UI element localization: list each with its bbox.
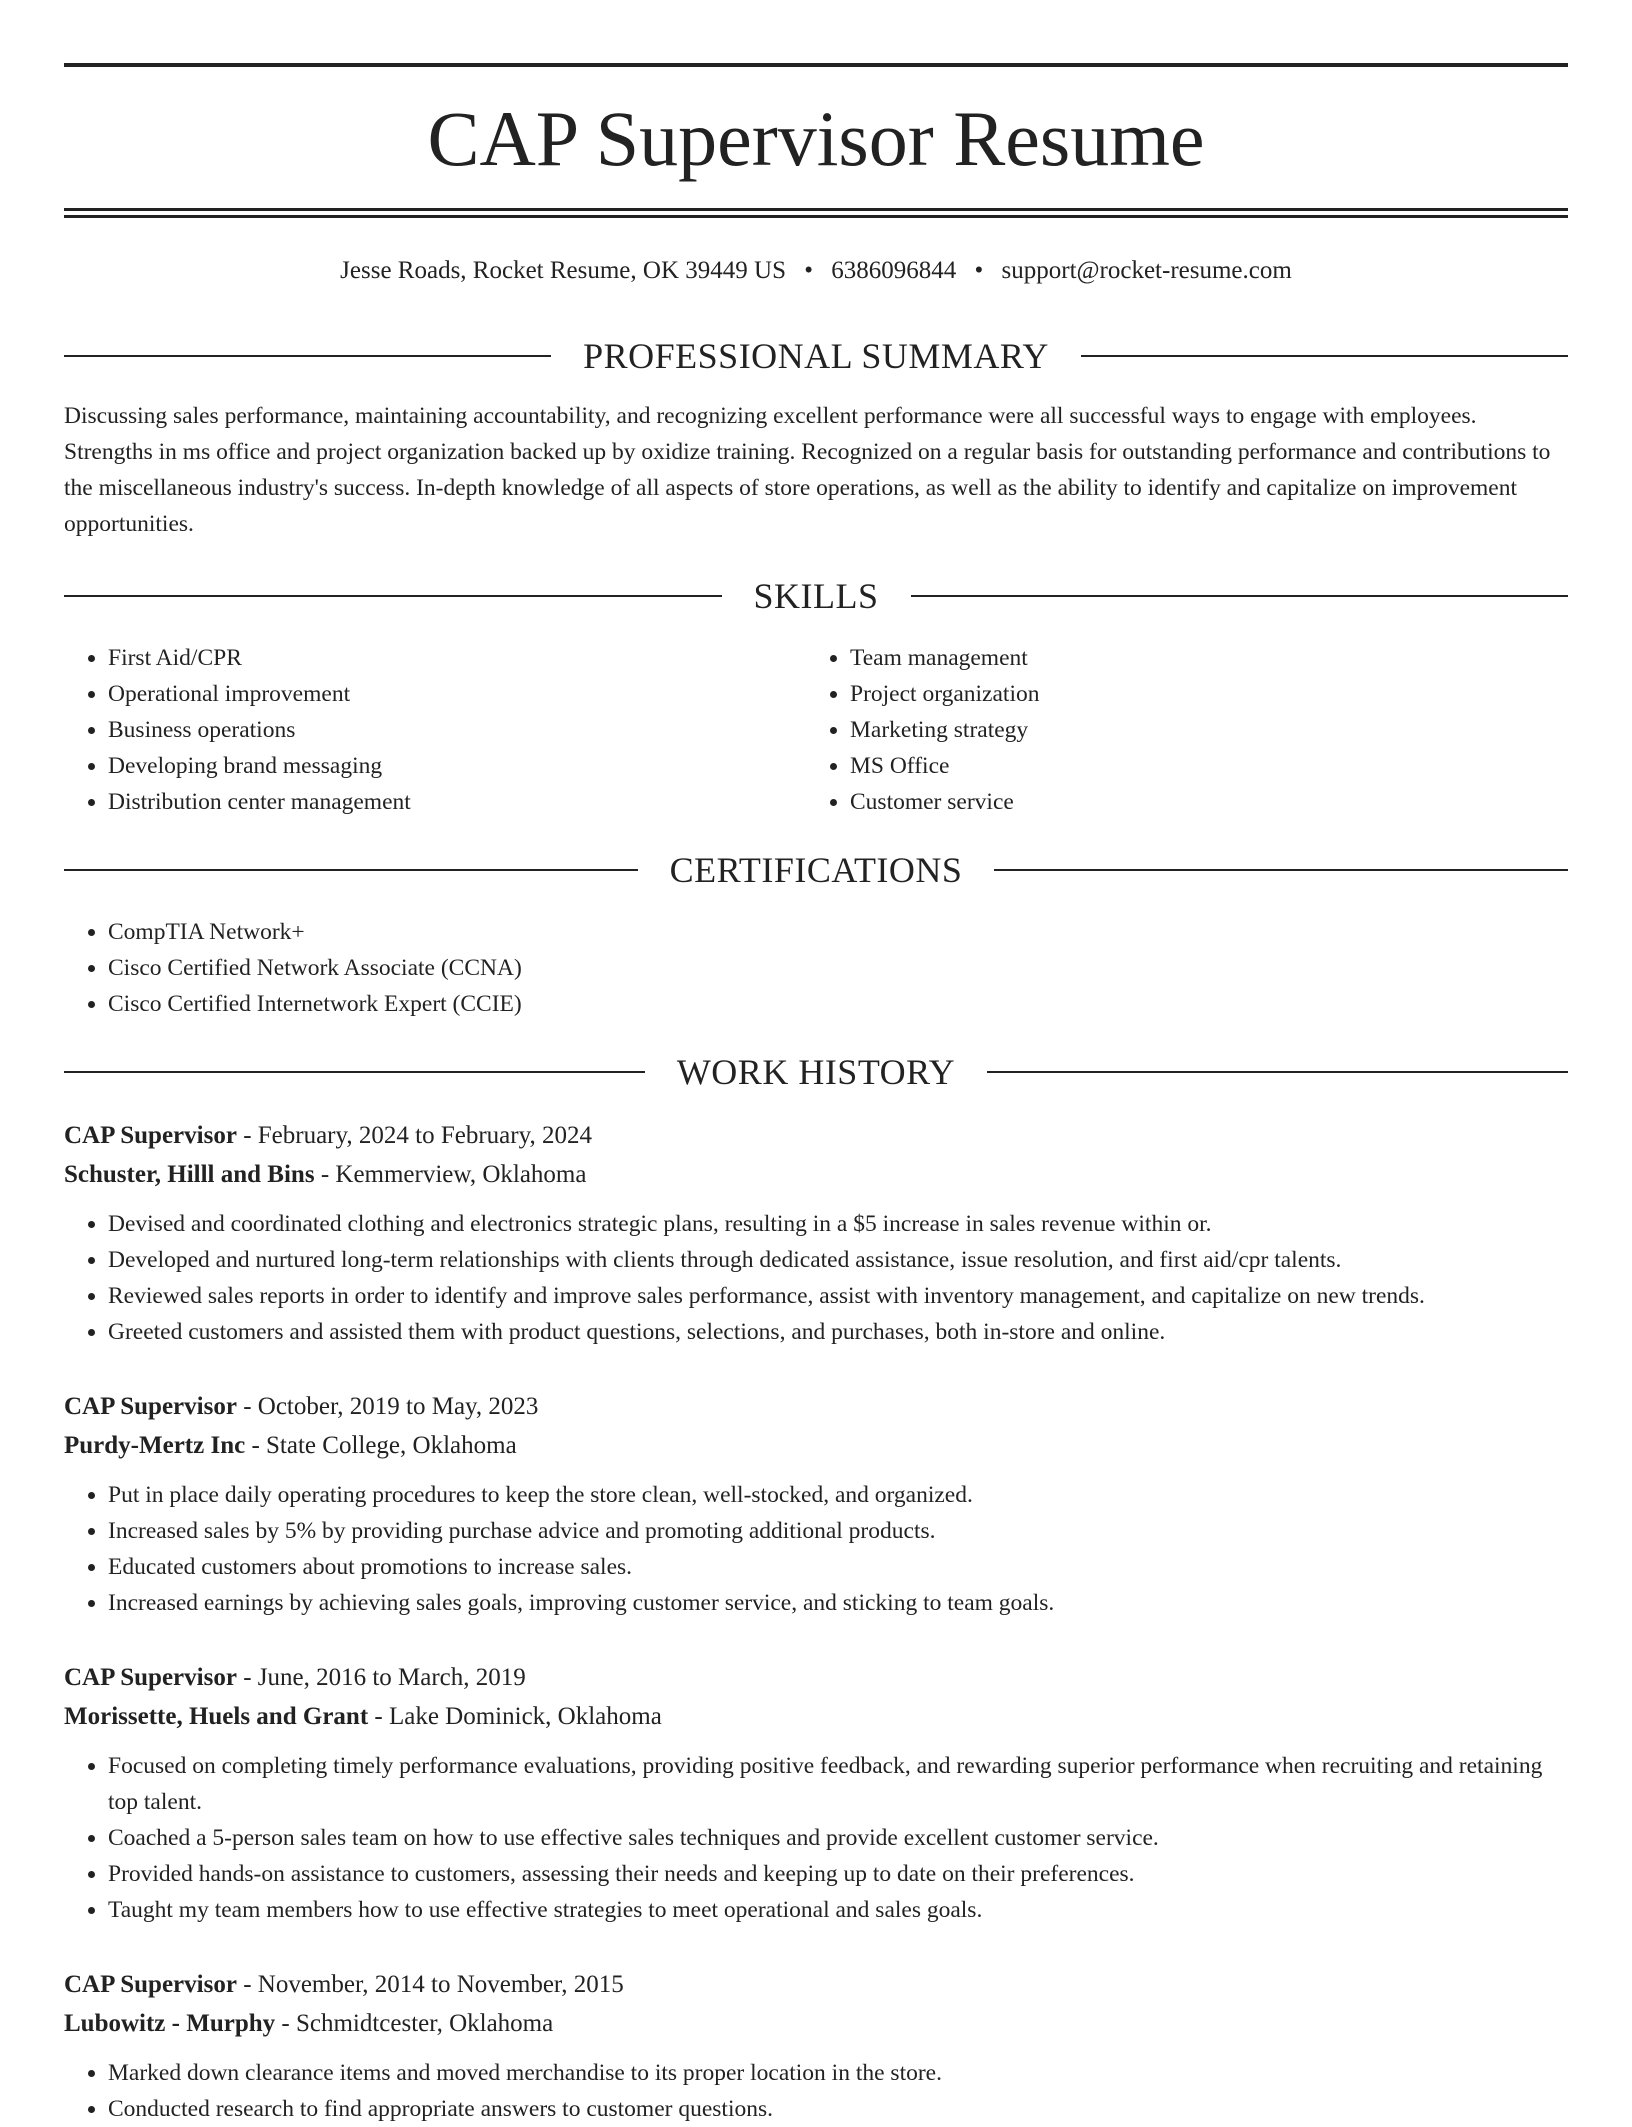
skill-item: • Developing brand messaging: [108, 748, 808, 784]
job-company: Lubowitz - Murphy: [64, 2010, 276, 2037]
skill-item: • Operational improvement: [108, 676, 808, 712]
job-title-line: [64, 1965, 1568, 2004]
job-bullet: • Provided hands-on assistance to customers, assessing their needs and keeping up to date on their preferences.: [108, 1856, 1568, 1892]
title-rule-upper: [64, 208, 1568, 211]
job-title: CAP Supervisor: [64, 1664, 237, 1691]
job-title: CAP Supervisor: [64, 1122, 237, 1149]
contact-separator: •: [974, 257, 984, 284]
job-entry: [64, 1387, 1568, 1621]
job-bullets: [64, 1206, 1568, 1350]
job-title-line: [64, 1116, 1568, 1155]
job-bullet: • Greeted customers and assisted them with product questions, selections, and purchases, both in-store and online.: [108, 1314, 1568, 1350]
job-bullet: • Conducted research to find appropriate answers to customer questions.: [108, 2091, 1568, 2127]
skill-item: • Team management: [850, 640, 1550, 676]
contact-email: support@rocket-resume.com: [1001, 257, 1292, 284]
job-company: Purdy-Mertz Inc: [64, 1432, 246, 1459]
job-bullet: • Coached a 5-person sales team on how to use effective sales techniques and provide excellent customer service.: [108, 1820, 1568, 1856]
job-bullets: [64, 2055, 1568, 2127]
contact-line: [64, 254, 1568, 288]
section-header-skills: [64, 576, 1568, 616]
job-bullets: [64, 1477, 1568, 1621]
top-rule: [64, 63, 1568, 67]
job-bullet: • Marked down clearance items and moved merchandise to its proper location in the store.: [108, 2055, 1568, 2091]
job-title: CAP Supervisor: [64, 1971, 237, 1998]
skill-item: • Marketing strategy: [850, 712, 1550, 748]
job-bullet: • Increased earnings by achieving sales goals, improving customer service, and sticking to team goals.: [108, 1585, 1568, 1621]
job-title: CAP Supervisor: [64, 1393, 237, 1420]
job-company-line: [64, 1426, 1568, 1465]
divider: [64, 595, 722, 597]
skills-list-left: [64, 640, 808, 820]
job-location: - Kemmerview, Oklahoma: [314, 1161, 587, 1188]
job-location: - State College, Oklahoma: [245, 1432, 517, 1459]
skills-list-right: [806, 640, 1550, 820]
divider: [64, 355, 551, 357]
job-dates: - June, 2016 to March, 2019: [236, 1664, 526, 1691]
job-entry: [64, 1116, 1568, 1350]
certification-item: • CompTIA Network+: [108, 914, 1008, 950]
skill-item: • Business operations: [108, 712, 808, 748]
skill-item: • First Aid/CPR: [108, 640, 808, 676]
divider: [987, 1071, 1568, 1073]
page-title: CAP Supervisor Resume: [427, 95, 1205, 182]
job-entry: [64, 1965, 1568, 2127]
skill-item: • MS Office: [850, 748, 1550, 784]
job-company-line: [64, 1155, 1568, 1194]
divider: [1081, 355, 1568, 357]
job-dates: - November, 2014 to November, 2015: [236, 1971, 624, 1998]
job-bullet: • Developed and nurtured long-term relationships with clients through dedicated assistance, issue resolution, and first aid/cpr talents.: [108, 1242, 1568, 1278]
job-dates: - February, 2024 to February, 2024: [236, 1122, 592, 1149]
job-bullet: • Focused on completing timely performance evaluations, providing positive feedback, and rewarding superior performance when recruiting and retaining top talent.: [108, 1748, 1568, 1820]
divider: [64, 869, 638, 871]
section-header-certifications: [64, 850, 1568, 890]
job-company-line: [64, 2004, 1568, 2043]
job-company-line: [64, 1697, 1568, 1736]
job-title-line: [64, 1387, 1568, 1426]
job-bullet: • Educated customers about promotions to increase sales.: [108, 1549, 1568, 1585]
section-title: SKILLS: [753, 576, 879, 616]
job-bullets: [64, 1748, 1568, 1928]
divider: [64, 1071, 645, 1073]
job-entry: [64, 1658, 1568, 1928]
skill-item: • Distribution center management: [108, 784, 808, 820]
job-bullet: • Taught my team members how to use effective strategies to meet operational and sales goals.: [108, 1892, 1568, 1928]
certifications-list: [64, 914, 1008, 1022]
skill-item: • Project organization: [850, 676, 1550, 712]
section-title: CERTIFICATIONS: [669, 850, 963, 890]
section-header-work: [64, 1052, 1568, 1092]
title-rule-lower: [64, 215, 1568, 218]
job-location: - Lake Dominick, Oklahoma: [368, 1703, 662, 1730]
job-title-line: [64, 1658, 1568, 1697]
summary-text: Discussing sales performance, maintaining accountability, and recognizing excellent performance were all successful ways to engage with employees. Strengths in ms office and project organization backed up by oxidize training. Recognized on a regular basis for outstanding performance and contributions to the miscellaneous industry's success. In-depth knowledge of all aspects of store operations, as well as the ability to identify and capitalize on improvement opportunities.: [64, 403, 1551, 537]
contact-address: Jesse Roads, Rocket Resume, OK 39449 US: [340, 257, 786, 284]
divider: [994, 869, 1568, 871]
section-title: PROFESSIONAL SUMMARY: [583, 336, 1049, 376]
job-location: - Schmidtcester, Oklahoma: [275, 2010, 554, 2037]
job-company: Schuster, Hilll and Bins: [64, 1161, 315, 1188]
certification-item: • Cisco Certified Internetwork Expert (CCIE): [108, 986, 1008, 1022]
contact-separator: •: [804, 257, 813, 284]
job-bullet: • Reviewed sales reports in order to identify and improve sales performance, assist with inventory management, and capitalize on new trends.: [108, 1278, 1568, 1314]
job-bullet: • Devised and coordinated clothing and electronics strategic plans, resulting in a $5 increase in sales revenue within or.: [108, 1206, 1568, 1242]
section-title: WORK HISTORY: [676, 1052, 956, 1092]
contact-phone: 6386096844: [831, 257, 957, 284]
section-header-summary: [64, 336, 1568, 376]
certification-item: • Cisco Certified Network Associate (CCNA): [108, 950, 1008, 986]
job-dates: - October, 2019 to May, 2023: [236, 1393, 539, 1420]
job-bullet: • Increased sales by 5% by providing purchase advice and promoting additional products.: [108, 1513, 1568, 1549]
skill-item: • Customer service: [850, 784, 1550, 820]
divider: [911, 595, 1569, 597]
job-company: Morissette, Huels and Grant: [64, 1703, 369, 1730]
job-bullet: • Put in place daily operating procedures to keep the store clean, well-stocked, and organized.: [108, 1477, 1568, 1513]
